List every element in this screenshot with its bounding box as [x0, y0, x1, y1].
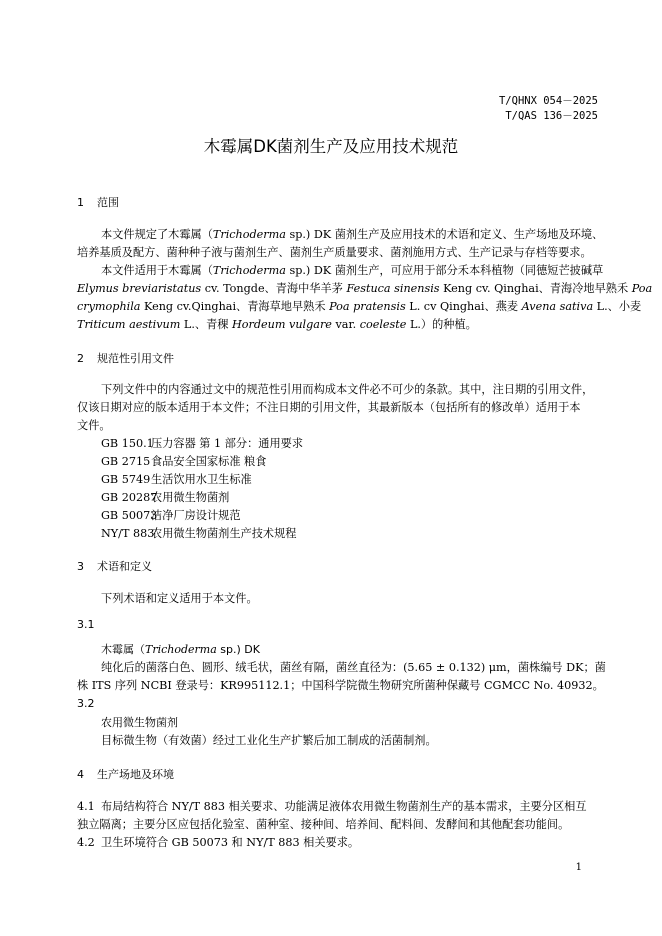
section-1-heading: [77, 194, 119, 210]
paragraph-line: 下列文件中的内容通过文中的规范性引用而构成本文件必不可少的条款。其中，注日期的引用文件，: [101, 383, 594, 396]
section-number: 1: [77, 196, 84, 209]
section-title: 规范性引用文件: [97, 352, 174, 365]
section-4-heading: [77, 766, 174, 782]
reference-item: GB 5749生活饮用水卫生标准: [101, 473, 252, 486]
paragraph-line: 本文件适用于木霉属（Trichoderma sp.) DK 菌剂生产，可应用于部分禾本科植物（同德短芒披碱草: [101, 264, 604, 277]
document-title: 木霉属DK菌剂生产及应用技术规范: [203, 137, 459, 156]
paragraph-line: 目标微生物（有效菌）经过工业化生产扩繁后加工制成的活菌制剂。: [101, 734, 437, 747]
clause-line: 4.1 布局结构符合 NY/T 883 相关要求、功能满足液体农用微生物菌剂生产的基本需求，主要分区相互: [77, 798, 587, 816]
section-number: 2: [77, 352, 84, 365]
clause-number: 4.2: [77, 836, 95, 849]
paragraph-line: 独立隔离；主要分区应包括化验室、菌种室、接种间、培养间、配料间、发酵间和其他配套功能间。: [77, 818, 570, 831]
section-title: 术语和定义: [97, 560, 152, 573]
reference-item: GB 20287农用微生物菌剂: [101, 491, 230, 504]
paragraph-line: 纯化后的菌落白色、圆形、绒毛状，菌丝有隔，菌丝直径为：(5.65 ± 0.132) μm，菌株编号 DK；菌: [101, 661, 606, 674]
standard-code-1: T/QHNX 054－2025: [498, 95, 598, 107]
term-name: 农用微生物菌剂: [101, 716, 178, 729]
paragraph-line: crymophila Keng cv.Qinghai、青海草地早熟禾 Poa pratensis L. cv Qinghai、燕麦 Avena sativa L.、小麦: [77, 300, 642, 313]
reference-item: NY/T 883农用微生物菌剂生产技术规程: [101, 527, 297, 540]
clause-number: 4.1: [77, 800, 95, 813]
reference-item: GB 150.1压力容器 第 1 部分：通用要求: [101, 437, 304, 450]
term-number: 3.2: [77, 697, 95, 710]
paragraph-line: 培养基质及配方、菌种种子液与菌剂生产、菌剂生产质量要求、菌剂施用方式、生产记录与存档等要求。: [77, 246, 592, 259]
paragraph-line: Elymus breviaristatus cv. Tongde、青海中华羊茅 Festuca sinensis Keng cv. Qinghai、青海冷地早熟禾 Poa: [77, 282, 653, 295]
paragraph-line: Triticum aestivum L.、青稞 Hordeum vulgare var. coeleste L.）的种植。: [77, 318, 477, 331]
section-3-heading: [77, 558, 152, 574]
section-title: 生产场地及环境: [97, 768, 174, 781]
paragraph-line: 株 ITS 序列 NCBI 登录号：KR995112.1；中国科学院微生物研究所菌种保藏号 CGMCC No. 40932。: [77, 679, 604, 692]
standard-code-2: T/QAS 136－2025: [505, 110, 598, 122]
reference-item: GB 2715食品安全国家标准 粮食: [101, 455, 267, 468]
paragraph-line: 仅该日期对应的版本适用于本文件；不注日期的引用文件，其最新版本（包括所有的修改单）适用于本: [77, 401, 581, 414]
page-number: 1: [575, 862, 582, 873]
reference-item: GB 50073洁净厂房设计规范: [101, 509, 241, 522]
paragraph-line: 文件。: [77, 419, 111, 432]
section-number: 4: [77, 768, 84, 781]
section-title: 范围: [97, 196, 119, 209]
section-2-heading: [77, 350, 174, 366]
paragraph-line: 下列术语和定义适用于本文件。: [101, 592, 258, 605]
paragraph-line: 本文件规定了木霉属（Trichoderma sp.) DK 菌剂生产及应用技术的术语和定义、生产场地及环境、: [101, 228, 604, 241]
section-number: 3: [77, 560, 84, 573]
clause-line: 4.2 卫生环境符合 GB 50073 和 NY/T 883 相关要求。: [77, 834, 359, 852]
term-name: 木霉属（Trichoderma sp.) DK: [101, 643, 260, 656]
term-number: 3.1: [77, 618, 95, 631]
